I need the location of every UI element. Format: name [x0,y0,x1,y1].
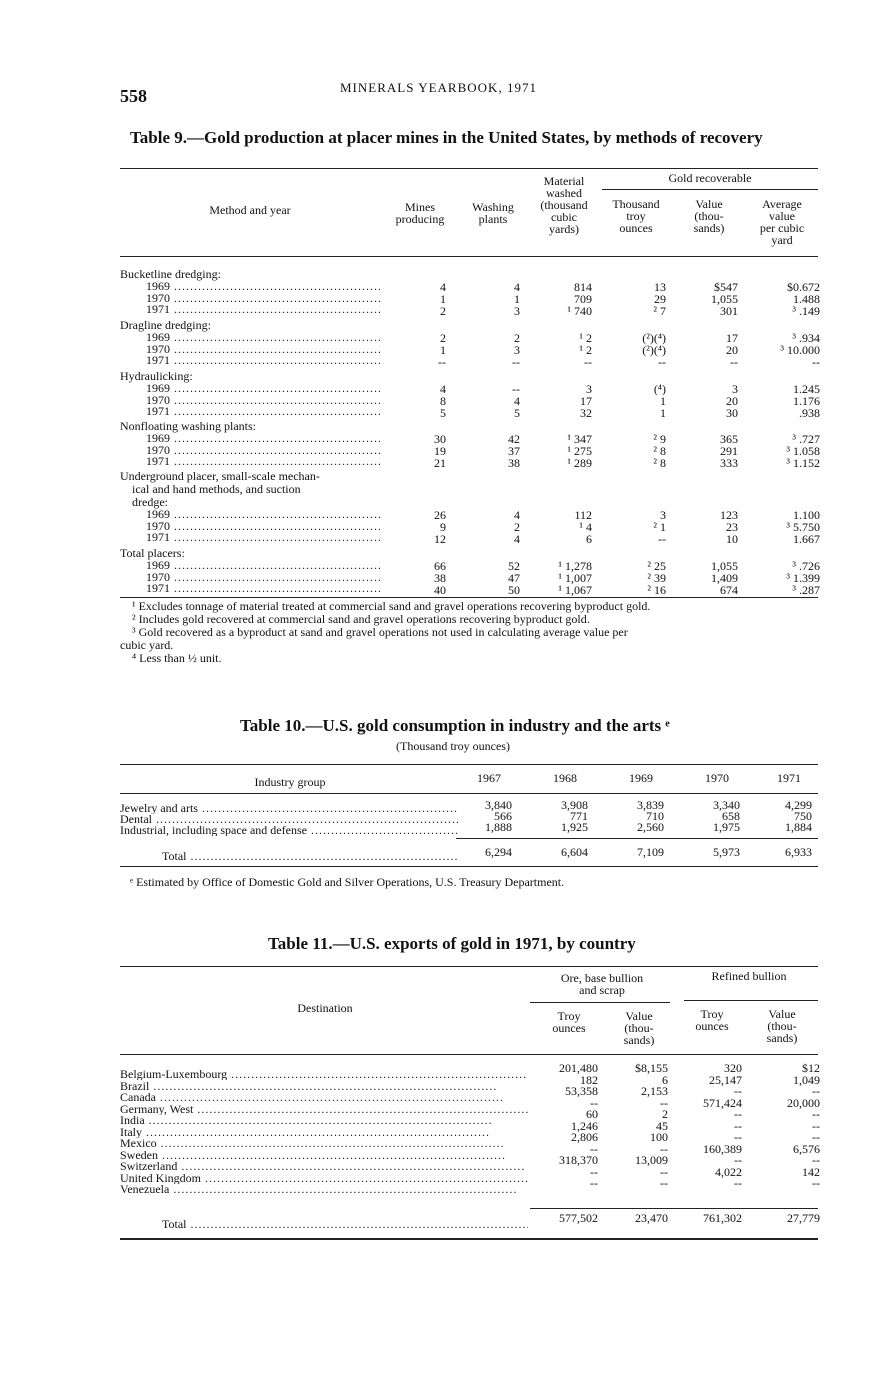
table10-cell: 1,925 [561,820,588,834]
table9-cell-avg: ³ 1.058 [786,444,820,458]
table9-cell-avg: 1.100 [793,508,820,522]
table11-cell-ore-value: 13,009 [635,1153,668,1167]
table9-cell-material: ¹ 4 [579,520,592,534]
table11-cell-ore-value: 2,153 [641,1084,668,1098]
table9-cell-value: 30 [726,406,738,420]
table9-cell-value: 17 [726,331,738,345]
table10-bottom-rule [120,866,818,867]
table10-cell: 566 [494,809,512,823]
table9-cell-material: 3 [586,382,592,396]
table9-year-label [146,354,380,366]
table9-cell-avg: ³ .726 [792,559,820,573]
table9-cell-mines: 38 [434,571,446,585]
table11-cell-ref-troy: 160,389 [703,1141,742,1156]
table11-cell-ore-value: 45 [656,1118,668,1133]
table11-cell-ref-value: 1,049 [793,1072,820,1087]
table9-cell-mines: 2 [440,304,446,318]
table9-cell-value: 10 [726,532,738,546]
table9-cell-washing: 4 [514,532,520,546]
table10-total-cell: 6,933 [785,845,812,859]
table9-year-label [146,571,380,583]
table9-cell-material: ¹ 740 [567,304,592,318]
table9-cell-value: $547 [714,280,738,294]
table9-year-label [146,405,380,417]
table11-cell-ref-value: $12 [802,1061,820,1075]
table11-row-text: Venezuela ..... [120,1183,517,1195]
table9-cell-material: 814 [574,280,592,294]
table9-year-label [146,508,380,520]
table9-cell-troy: 13 [654,280,666,294]
table11-cell-ore-value: -- [660,1141,668,1156]
table11-ore-rule [530,1002,670,1003]
table11-cell-ref-value: -- [812,1084,820,1098]
table11-row-text: Italy ..... [120,1126,490,1138]
table9-header-rule [120,256,818,257]
table11-row-text: Canada ..... [120,1091,504,1103]
table9-cell-washing: 42 [508,432,520,446]
table9-group-label: Nonfloating washing plants: [120,419,256,433]
table10-cell: 658 [722,809,740,823]
table11-row-text: Belgium-Luxembourg ..... [120,1068,528,1080]
table9-cell-mines: 12 [434,532,446,546]
table10-cell: 771 [570,809,588,823]
table9-cell-troy: ² 1 [653,520,666,534]
table9-cell-avg: .938 [799,406,820,420]
table10-total-cell: 7,109 [637,845,664,859]
table9-year-label [146,559,380,571]
table9-cell-avg: ³ 10.000 [780,343,820,357]
table11-cell-ore-troy: -- [590,1095,598,1110]
table11-header-refined-group: Refined bullion [711,969,787,983]
table9-year: 1971 ..... [146,303,380,315]
table9-cell-mines: 5 [440,406,446,420]
table9-cell-mines: 1 [440,292,446,306]
table9-cell-mines: 4 [440,382,446,396]
table9-year-label [146,280,380,292]
table10-cell: 3,840 [485,798,512,812]
table11-cell-ore-troy: -- [590,1141,598,1156]
table11-header-ref-troy: Troy ounces [695,1007,729,1033]
table9-cell-value: 301 [720,304,738,318]
table11-row-label [120,1126,528,1138]
table11-cell-ore-value: 100 [650,1130,668,1144]
table9-year: 1969 ..... [146,382,380,394]
table9-footnote: ³ Gold recovered as a byproduct at sand and gravel operations not used in calculating average value per [132,625,628,639]
table11-header-destination: Destination [297,1001,353,1015]
table10-year-header: 1968 [553,771,577,785]
table11-cell-ref-value: -- [812,1153,820,1167]
table9-cell-troy: ² 16 [647,583,666,597]
table9-year-label [146,531,380,543]
table11-cell-ore-troy: 182 [580,1072,598,1087]
table11-total-label [162,1218,528,1230]
table9-title: Table 9.—Gold production at placer mines in the United States, by methods of recovery [130,128,763,147]
table10-year-header: 1971 [777,771,801,785]
table9-group-label-cont: ical and hand methods, and suction [132,482,301,496]
table9-cell-washing: 1 [514,292,520,306]
table9-cell-material: 32 [580,406,592,420]
table9-year: 1969 ..... [146,331,380,343]
table11-cell-ref-troy: 571,424 [703,1095,742,1110]
table9-cell-material: 17 [580,394,592,408]
table9-cell-mines: 40 [434,583,446,597]
table9-header-material: Material washed (thousand cubic yards) [540,174,588,236]
table9-cell-avg: 1.176 [793,394,820,408]
table11-row-label [120,1137,528,1149]
table11-row-label [120,1091,528,1103]
table9-year: 1971 ..... [146,405,380,417]
table10-total-label [162,850,458,862]
table9-cell-washing: 2 [514,520,520,534]
table9-footnote: cubic yard. [120,638,174,652]
table10-cell: 2,560 [637,820,664,834]
table11-row-text: Sweden ..... [120,1149,506,1161]
table10-total-text: Total ..... [162,850,458,862]
table10-total-rule [456,838,818,839]
table9-cell-washing: 4 [514,280,520,294]
table11-cell-ore-value: -- [660,1176,668,1190]
table9-year-label [146,343,380,355]
table9-year: 1971 ..... [146,582,380,594]
table9-footnote: ² Includes gold recovered at commercial sand and gravel operations recovering byproduct gold. [132,612,590,626]
table10-cell: 750 [794,809,812,823]
table10-header-group: Industry group [254,775,326,789]
table9-header-washing: Washing plants [472,200,514,226]
table9-header-avg: Average value per cubic yard [759,197,805,247]
table11-total-ref-troy: 761,302 [703,1211,742,1225]
table10-cell: 1,975 [713,820,740,834]
table11-row-label [120,1172,528,1184]
table10-cell: 3,340 [713,798,740,812]
table10-year-header: 1969 [629,771,653,785]
table11-row-label [120,1068,528,1080]
table11-total-ore-troy: 577,502 [559,1211,598,1225]
table9-cell-material: 112 [574,508,592,522]
table9-cell-avg: ³ 1.152 [786,456,820,470]
table9-footnote: ⁴ Less than ½ unit. [132,651,222,665]
table9-cell-troy: (²)(⁴) [642,343,666,357]
table11-row-text: United Kingdom ..... [120,1172,528,1184]
running-head: MINERALS YEARBOOK, 1971 [340,80,537,95]
table9-cell-material: ¹ 1,067 [558,583,592,597]
table9-cell-value: 1,409 [711,571,738,585]
table9-cell-washing: 38 [508,456,520,470]
table10-row-label [120,824,458,836]
table10-cell: 3,908 [561,798,588,812]
table9-group-label: Total placers: [120,546,185,560]
table9-cell-washing: 3 [514,304,520,318]
table9-year: 1969 ..... [146,559,380,571]
table11-row-text: India ..... [120,1114,493,1126]
table9-year: 1969 ..... [146,280,380,292]
table9-year: 1970 ..... [146,292,380,304]
table11-cell-ore-troy: -- [590,1176,598,1190]
table11-header-ore-value: Value (thou- sands) [623,1009,655,1047]
table9-cell-value: 333 [720,456,738,470]
table9-cell-mines: 19 [434,444,446,458]
table11-cell-ref-troy: 4,022 [715,1164,742,1179]
table9-cell-avg: ³ .934 [792,331,820,345]
table9-cell-troy: 29 [654,292,666,306]
table9-cell-troy: ² 25 [647,559,666,573]
table9-group-label: Dragline dredging: [120,318,211,332]
table10-row-text: Jewelry and arts ..... [120,802,458,814]
table9-cell-value: 1,055 [711,292,738,306]
page-number: 558 [120,86,147,106]
table11-cell-ore-troy: 2,806 [571,1130,598,1144]
table11-total-ref-value: 27,779 [787,1211,820,1225]
table9-year-label [146,455,380,467]
table9-cell-avg: $0.672 [787,280,820,294]
table9-year-label [146,292,380,304]
table11-refined-rule [684,1000,818,1001]
table9-year-label [146,582,380,594]
table9-cell-troy: -- [658,532,666,546]
table9-cell-material: ¹ 275 [567,444,592,458]
table9-cell-mines: 21 [434,456,446,470]
table10-subtitle: (Thousand troy ounces) [396,739,510,753]
table11-cell-ref-value: 20,000 [787,1095,820,1110]
table9-cell-avg: 1.667 [793,532,820,546]
table9-year-label [146,444,380,456]
table11-title: Table 11.—U.S. exports of gold in 1971, by country [268,934,636,953]
table9-year-label [146,331,380,343]
table9-cell-material: ¹ 347 [567,432,592,446]
table11-total-text: Total ..... [162,1218,528,1230]
table11-cell-ref-troy: -- [734,1176,742,1190]
table9-year: 1971 ..... [146,455,380,467]
table9-cell-avg: 1.488 [793,292,820,306]
table10-title: Table 10.—U.S. gold consumption in industry and the arts ᵉ [240,716,670,735]
table9-group-label: Hydraulicking: [120,369,193,383]
table10-row-text: Dental ..... [120,813,458,825]
table11-cell-ref-troy: -- [734,1118,742,1133]
table9-cell-troy: (²)(⁴) [642,331,666,345]
table9-cell-washing: 37 [508,444,520,458]
table11-cell-ref-troy: 25,147 [709,1072,742,1087]
table9-cell-avg: ³ 5.750 [786,520,820,534]
table9-cell-troy: ² 7 [653,304,666,318]
table10-top-rule [120,764,818,765]
table11-header-ref-value: Value (thou- sands) [766,1007,798,1045]
table10-total-cell: 6,294 [485,845,512,859]
table11-cell-ore-troy: 201,480 [559,1061,598,1075]
table9-cell-troy: 3 [660,508,666,522]
table9-cell-mines: 4 [440,280,446,294]
table11-cell-ore-value: $8,155 [635,1061,668,1075]
table10-cell: 710 [646,809,664,823]
table9-year-label [146,394,380,406]
table9-cell-washing: 4 [514,508,520,522]
table11-cell-ref-troy: -- [734,1153,742,1167]
table10-row-text: Industrial, including space and defense ..... [120,824,458,836]
table9-cell-material: 709 [574,292,592,306]
table9-year-label [146,432,380,444]
table11-cell-ref-troy: -- [734,1084,742,1098]
table11-cell-ref-troy: -- [734,1107,742,1121]
table9-year: 1970 ..... [146,571,380,583]
table10-cell: 4,299 [785,798,812,812]
table11-cell-ore-troy: 1,246 [571,1118,598,1133]
table11-cell-ore-troy: 318,370 [559,1153,598,1167]
table9-cell-mines: 30 [434,432,446,446]
table11-top-rule [120,966,818,967]
table9-cell-material: ¹ 2 [579,331,592,345]
table10-year-header: 1967 [477,771,501,785]
table9-header-troy: Thousand troy ounces [612,197,660,235]
table11-cell-ore-troy: 53,358 [565,1084,598,1098]
table9-year: 1970 ..... [146,444,380,456]
table10-footnote: ᵉ Estimated by Office of Domestic Gold and Silver Operations, U.S. Treasury Department. [130,875,565,889]
table11-row-label [120,1183,528,1195]
table9-cell-troy: (⁴) [653,382,666,396]
table9-cell-washing: -- [512,355,520,369]
table11-cell-ore-value: -- [660,1095,668,1110]
table9-cell-material: -- [584,355,592,369]
table9-cell-material: ¹ 2 [579,343,592,357]
table10-cell: 1,884 [785,820,812,834]
table11-bottom-rule [120,1238,818,1240]
table11-cell-ref-value: -- [812,1107,820,1121]
table9-cell-troy: ² 9 [653,432,666,446]
table9-year: 1969 ..... [146,508,380,520]
table11-row-text: Mexico ..... [120,1137,505,1149]
table9-top-rule [120,168,818,169]
table11-header-rule [120,1054,818,1055]
table9-cell-troy: -- [658,355,666,369]
table9-cell-troy: ² 8 [653,444,666,458]
table10-header-rule [120,793,818,794]
table9-cell-value: 3 [732,382,738,396]
table11-row-text: Switzerland ..... [120,1160,525,1172]
table11-cell-ore-troy: -- [590,1164,598,1179]
table9-cell-material: ¹ 1,278 [558,559,592,573]
table11-cell-ref-value: -- [812,1118,820,1133]
table11-row-label [120,1080,528,1092]
table10-total-cell: 5,973 [713,845,740,859]
table11-cell-ref-troy: 320 [724,1061,742,1075]
table11-header-ore-troy: Troy ounces [552,1009,586,1035]
table9-cell-avg: ³ .287 [792,583,820,597]
table9-cell-value: 20 [726,343,738,357]
table9-cell-mines: 2 [440,331,446,345]
table9-cell-mines: 9 [440,520,446,534]
table10-year-header: 1970 [705,771,729,785]
table11-row-label [120,1149,528,1161]
table11-row-label [120,1103,528,1115]
table9-cell-mines: 1 [440,343,446,357]
table11-cell-ref-value: 6,576 [793,1141,820,1156]
table9-cell-value: 291 [720,444,738,458]
table11-total-ore-value: 23,470 [635,1211,668,1225]
table9-footnote: ¹ Excludes tonnage of material treated at commercial sand and gravel operations recovering byproduct gold. [132,599,651,613]
table9-cell-avg: ³ 1.399 [786,571,820,585]
table9-header-value: Value (thou- sands) [693,197,725,235]
table9-group-label: Bucketline dredging: [120,267,221,281]
table9-header-method: Method and year [209,203,291,217]
table9-cell-value: 674 [720,583,738,597]
table9-cell-washing: 2 [514,331,520,345]
table9-cell-mines: 66 [434,559,446,573]
table9-cell-mines: 8 [440,394,446,408]
table10-cell: 3,839 [637,798,664,812]
table9-cell-material: ¹ 1,007 [558,571,592,585]
table9-cell-troy: 1 [660,406,666,420]
table9-cell-washing: 50 [508,583,520,597]
table9-cell-value: 123 [720,508,738,522]
table9-bottom-rule [120,597,818,598]
table9-group-label-cont: dredge: [132,495,168,509]
table9-header-gold-group: Gold recoverable [668,171,752,185]
table9-header-mines: Mines producing [395,200,445,226]
table9-cell-value: -- [730,355,738,369]
table9-year: 1970 ..... [146,394,380,406]
table9-cell-mines: 26 [434,508,446,522]
table11-cell-ref-value: 142 [802,1164,820,1179]
table9-year-label [146,520,380,532]
table9-cell-troy: ² 39 [647,571,666,585]
table11-cell-ref-troy: -- [734,1130,742,1144]
table9-cell-material: 6 [586,532,592,546]
table9-cell-troy: ² 8 [653,456,666,470]
table9-cell-value: 365 [720,432,738,446]
table11-row-label [120,1160,528,1172]
table9-cell-washing: 3 [514,343,520,357]
table9-year: 1970 ..... [146,520,380,532]
table11-cell-ore-value: -- [660,1164,668,1179]
table10-total-cell: 6,604 [561,845,588,859]
table11-row-text: Brazil ..... [120,1080,497,1092]
table9-cell-washing: 5 [514,406,520,420]
table11-cell-ore-value: 2 [662,1107,668,1121]
table9-cell-value: 20 [726,394,738,408]
table9-cell-mines: -- [438,355,446,369]
table9-year-label [146,382,380,394]
table11-cell-ref-value: -- [812,1130,820,1144]
table9-cell-value: 1,055 [711,559,738,573]
table11-cell-ref-value: -- [812,1176,820,1190]
table9-cell-washing: 4 [514,394,520,408]
table10-cell: 1,888 [485,820,512,834]
table9-cell-washing: 52 [508,559,520,573]
table9-cell-washing: 47 [508,571,520,585]
table9-year: 1970 ..... [146,343,380,355]
table9-cell-material: ¹ 289 [567,456,592,470]
table9-year-label [146,303,380,315]
table11-row-text: Germany, West ..... [120,1103,528,1115]
table11-cell-ore-troy: 60 [586,1107,598,1121]
table9-group-label: Underground placer, small-scale mechan- [120,469,320,483]
table9-year: 1971 ..... [146,354,380,366]
table9-year: 1971 ..... [146,531,380,543]
table9-group-rule [602,189,818,190]
table9-cell-avg: -- [812,355,820,369]
table9-cell-washing: -- [512,382,520,396]
table9-cell-value: 23 [726,520,738,534]
table9-cell-troy: 1 [660,394,666,408]
table9-cell-avg: ³ .149 [792,304,820,318]
table11-row-label [120,1114,528,1126]
table9-year: 1969 ..... [146,432,380,444]
table11-header-ore-group: Ore, base bullion and scrap [560,971,644,997]
table9-cell-avg: 1.245 [793,382,820,396]
table11-total-rule [530,1208,818,1209]
table9-cell-avg: ³ .727 [792,432,820,446]
table11-cell-ore-value: 6 [662,1072,668,1087]
